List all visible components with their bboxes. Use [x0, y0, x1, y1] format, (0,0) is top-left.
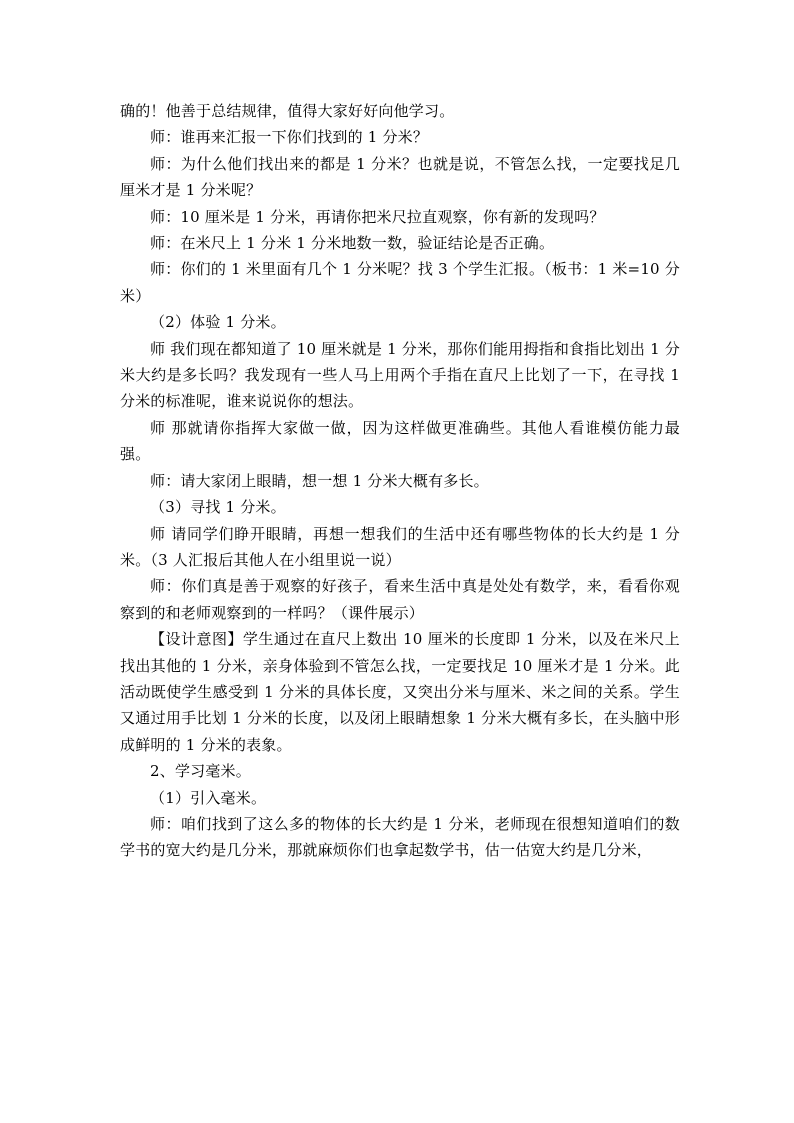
- paragraph-9: 师 那就请你指挥大家做一做，因为这样做更准确些。其他人看谁模仿能力最强。: [120, 418, 680, 464]
- paragraph-1: 确的！他善于总结规律，值得大家好好向他学习。: [120, 102, 455, 120]
- paragraph-4: 师：10 厘米是 1 分米，再请你把米尺拉直观察，你有新的发现吗？: [150, 207, 605, 226]
- section-heading-experience: （2）体验 1 分米。: [150, 313, 286, 332]
- paragraph-8: 师 我们现在都知道了 10 厘米就是 1 分米，那你们能用拇指和食指比划出 1 分米大约是多长吗？我发现有一些人马上用两个手指在直尺上比划了一下，在寻找 1 分米的标准呢，谁来说说你的想法。: [120, 339, 680, 411]
- section-heading-introduce: （1）引入毫米。: [150, 788, 267, 807]
- paragraph-2: 师：谁再来汇报一下你们找到的 1 分米？: [150, 128, 429, 147]
- document-page: [120, 98, 680, 864]
- section-heading-find: （3）寻找 1 分米。: [150, 498, 286, 517]
- design-intent-paragraph: 【设计意图】学生通过在直尺上数出 10 厘米的长度即 1 分米，以及在米尺上找出其他的 1 分米，亲身体验到不管怎么找，一定要找足 10 厘米才是 1 分米。此活动既使学生感受到 1 分米的具体长度，又突出分米与厘米、米之间的关系。学生又通过用手比划 1 分米的长度，以及闭上眼睛想象 1 分米大概有多长，在头脑中形成鲜明的 1 分米的表象。: [120, 630, 680, 754]
- paragraph-10: 师：请大家闭上眼睛，想一想 1 分米大概有多长。: [150, 471, 489, 490]
- paragraph-13: 师：你们真是善于观察的好孩子，看来生活中真是处处有数学，来，看看你观察到的和老师观察到的一样吗？（课件展示）: [120, 577, 680, 622]
- paragraph-3: 师：为什么他们找出来的都是 1 分米？也就是说，不管怎么找，一定要找足几厘米才是 1 分米呢？: [120, 154, 680, 200]
- paragraph-6: 师：你们的 1 米里面有几个 1 分米呢？找 3 个学生汇报。（板书：1 米=10 分米）: [120, 260, 680, 305]
- paragraph-12: 师 请同学们睁开眼睛，再想一想我们的生活中还有哪些物体的长大约是 1 分米。（3 人汇报后其他人在小组里说一说）: [120, 524, 680, 569]
- paragraph-5: 师：在米尺上 1 分米 1 分米地数一数，验证结论是否正确。: [150, 234, 555, 253]
- section-heading-millimeter: 2、学习毫米。: [150, 762, 251, 781]
- paragraph-17: 师：咱们找到了这么多的物体的长大约是 1 分米，老师现在很想知道咱们的数学书的宽大约是几分米，那就麻烦你们也拿起数学书，估一估宽大约是几分米，: [120, 814, 680, 860]
